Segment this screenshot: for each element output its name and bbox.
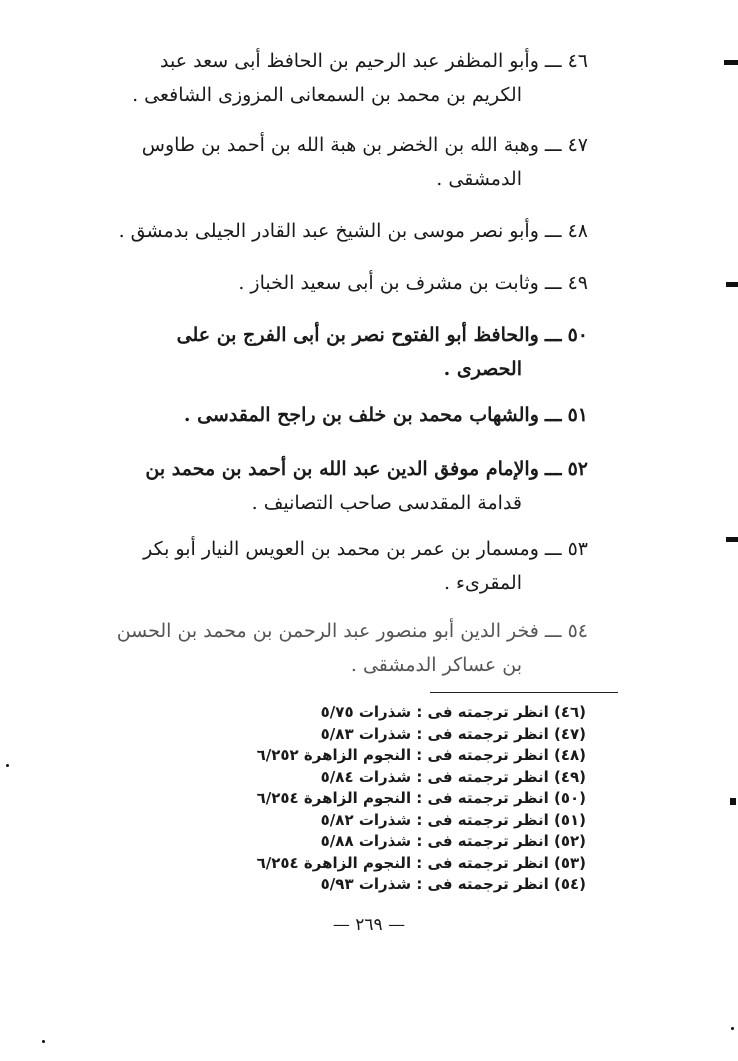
scan-mark [724, 60, 738, 65]
entry-number: ٥٠ [567, 324, 588, 346]
scan-mark [726, 537, 738, 542]
entry-53 [108, 532, 588, 600]
entry-49 [108, 266, 588, 300]
entry-dash: ـــ [544, 50, 562, 72]
entry-number: ٤٩ [567, 272, 588, 294]
entry-dash: ـــ [544, 404, 562, 426]
footnote-48: (٤٨) انظر ترجمته فى : النجوم الزاهرة ٦/٢٥٢ [256, 746, 586, 764]
entry-line-1: والحافظ أبو الفتوح نصر بن أبى الفرج بن على [176, 324, 539, 346]
entry-47 [108, 128, 588, 196]
scan-mark [730, 798, 736, 805]
entry-line-1: وثابت بن مشرف بن أبى سعيد الخباز . [238, 272, 539, 294]
entry-number: ٥٢ [567, 458, 588, 480]
scan-dot [6, 764, 9, 767]
scan-dot [731, 1027, 734, 1030]
footnote-47: (٤٧) انظر ترجمته فى : شذرات ٥/٨٣ [320, 724, 586, 743]
entry-dash: ـــ [544, 620, 562, 642]
scan-mark [726, 282, 738, 287]
entry-dash: ـــ [544, 220, 562, 242]
entry-46 [108, 44, 588, 112]
entry-50 [108, 318, 588, 386]
entry-52 [108, 452, 588, 520]
page-number: — ٢٦٩ — [332, 915, 406, 935]
footnote-54: (٥٤) انظر ترجمته فى : شذرات ٥/٩٣ [320, 875, 586, 893]
entry-dash: ـــ [544, 324, 562, 346]
entry-line-1: والشهاب محمد بن خلف بن راجح المقدسى . [183, 404, 539, 426]
footnote-51: (٥١) انظر ترجمته فى : شذرات ٥/٨٢ [320, 810, 586, 829]
footnotes [256, 702, 586, 896]
entry-line-2: المقرىء . [443, 572, 522, 594]
entry-line-1: ومسمار بن عمر بن محمد بن العويس النيار أبو بكر [143, 538, 539, 560]
entry-line-1: وأبو نصر موسى بن الشيخ عبد القادر الجيلى بدمشق . [118, 220, 539, 242]
entry-line-1: والإمام موفق الدين عبد الله بن أحمد بن محمد بن [145, 458, 539, 480]
entry-48 [108, 214, 588, 248]
entry-line-2: بن عساكر الدمشقى . [350, 654, 522, 676]
entry-line-2: الكريم بن محمد بن السمعانى المزوزى الشافعى . [132, 84, 522, 106]
entry-line-1: وهبة الله بن الخضر بن هبة الله بن أحمد بن طاوس [141, 134, 539, 156]
entry-54 [108, 614, 588, 682]
entry-number: ٤٧ [567, 134, 588, 156]
entry-dash: ـــ [544, 458, 562, 480]
entry-line-1: وأبو المظفر عبد الرحيم بن الحافظ أبى سعد عبد [160, 50, 539, 72]
footnote-divider [430, 692, 618, 693]
entry-number: ٥٣ [567, 538, 588, 560]
footnote-50: (٥٠) انظر ترجمته فى : النجوم الزاهرة ٦/٢٥٤ [256, 789, 586, 807]
footnote-46: (٤٦) انظر ترجمته فى : شذرات ٥/٧٥ [320, 703, 586, 721]
footnote-52: (٥٢) انظر ترجمته فى : شذرات ٥/٨٨ [320, 832, 586, 850]
entry-number: ٤٦ [567, 50, 588, 72]
entry-number: ٥٤ [567, 620, 588, 642]
footnote-49: (٤٩) انظر ترجمته فى : شذرات ٥/٨٤ [320, 767, 586, 786]
entry-line-2: الحصرى . [443, 358, 522, 380]
entry-number: ٥١ [567, 404, 588, 426]
footnote-53: (٥٣) انظر ترجمته فى : النجوم الزاهرة ٦/٢٥٤ [256, 853, 586, 872]
entry-51 [108, 398, 588, 432]
entry-dash: ـــ [544, 538, 562, 560]
entry-number: ٤٨ [567, 220, 588, 242]
entry-line-1: فخر الدين أبو منصور عبد الرحمن بن محمد بن الحسن [116, 620, 539, 642]
scan-dot [42, 1040, 45, 1043]
entry-line-2: الدمشقى . [436, 168, 522, 190]
entry-dash: ـــ [544, 134, 562, 156]
entry-line-2: قدامة المقدسى صاحب التصانيف . [251, 492, 522, 514]
entry-dash: ـــ [544, 272, 562, 294]
